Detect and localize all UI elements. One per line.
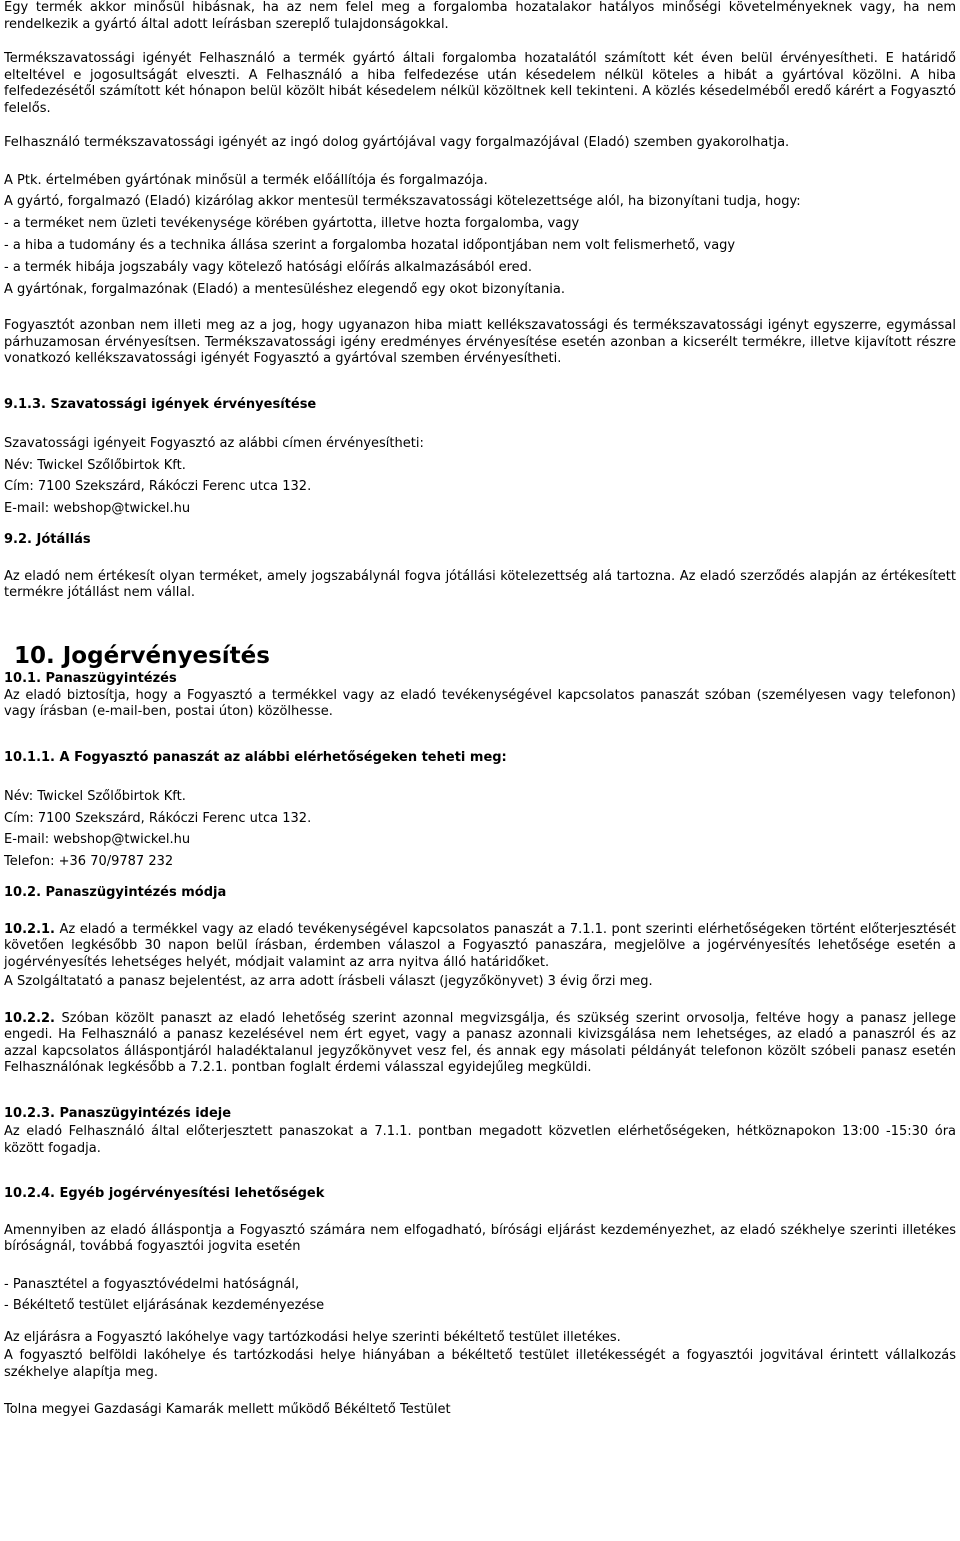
contact-name: Név: Twickel Szőlőbirtok Kft. [4, 789, 186, 804]
section-title-10-2: 10.2. Panaszügyintézés módja [4, 885, 227, 900]
contact-name: Név: Twickel Szőlőbirtok Kft. [4, 457, 186, 473]
exemption-item: - a terméket nem üzleti tevékenysége körében gyártotta, illetve hozta forgalomba, vagy [4, 215, 580, 231]
intro-paragraph-7 [4, 318, 956, 368]
chapter-title-10: 10. Jogérvényesítés [14, 642, 270, 669]
section-title-10-2-4: 10.2.4. Egyéb jogérvényesítési lehetőségek [4, 1186, 325, 1201]
section-title-10-1-1: 10.1.1. A Fogyasztó panaszát az alábbi elérhetőségeken teheti meg: [4, 749, 507, 765]
contact-phone: Telefon: +36 70/9787 232 [4, 853, 174, 869]
section-10-2-4-paragraph-4: Tolna megyei Gazdasági Kamarák mellett működő Békéltető Testület [4, 1402, 451, 1417]
intro-paragraph-2b: A Felhasználó a hiba felfedezése után késedelem nélkül köteles a hibát a gyártóval közölni. A hiba felfedezésétől számított két hónapon belül közölt hibát késedelem nélkül közöltnek kell tekinteni. A közlés késedelméből eredő kárért a Fogyasztó felelős. [4, 67, 956, 116]
exemption-item: - a hiba a tudomány és a technika állása szerint a forgalomba hozatal időpontjában nem volt felismerhető, vagy [4, 237, 736, 253]
section-10-2-3-text: Az eladó Felhasználó által előterjesztett panaszokat a 7.1.1. pontban megadott közvetlen elérhetőségeken, hétköznapokon 13:00 -15:30 óra között fogadja. [4, 1124, 956, 1156]
section-number-10-2-1: 10.2.1. [4, 921, 55, 937]
exemption-item: - a termék hibája jogszabály vagy kötelező hatósági előírás alkalmazásából ered. [4, 259, 533, 275]
section-10-2-2-text [4, 1011, 956, 1077]
intro-paragraph-1: Egy termék akkor minősül hibásnak, ha az nem felel meg a forgalomba hozatalakor hatályos minőségi követelményeknek vagy, ha nem rendelkezik a gyártó által adott leírásban szereplő tulajdonságokkal. [4, 0, 956, 32]
intro-paragraph-6: A gyártónak, forgalmazónak (Eladó) a mentesüléshez elegendő egy okot bizonyítania. [4, 281, 565, 297]
section-10-1-text: Az eladó biztosítja, hogy a Fogyasztó a termékkel vagy az eladó tevékenységével kapcsolatos panaszát szóban (személyesen vagy telefonon) vagy írásban (e-mail-ben, postai úton) közölhesse. [4, 687, 956, 719]
contact-email: E-mail: webshop@twickel.hu [4, 832, 191, 847]
contact-address: Cím: 7100 Szekszárd, Rákóczi Ferenc utca 132. [4, 810, 312, 826]
section-10-2-2-body: Szóban közölt panaszt az eladó lehetőség szerint azonnal megvizsgálja, és szükség szerint orvosolja, feltéve hogy a panasz jellege engedi. Ha Felhasználó a panasz kezelésével nem ért egyet, vagy a panasz azonnali kivizsgálása nem lehetséges, az eladó a panaszról és az azzal kapcsolatos álláspontjáról haladéktalanul jegyzőkönyvet vesz fel, és annak egy másolati példányát telefonon közölt szóbeli panasz esetén Felhasználónak legkésőbb a 7.2.1. pontban foglalt érdemi válasszal egyidejűleg megküldi. [4, 1010, 956, 1075]
contact-email: E-mail: webshop@twickel.hu [4, 500, 191, 516]
section-10-2-1-text [4, 922, 956, 972]
intro-paragraph-2 [4, 51, 956, 117]
section-10-2-4-paragraph-2: Az eljárásra a Fogyasztó lakóhelye vagy tartózkodási helye szerinti békéltető testület illetékes. [4, 1329, 621, 1345]
section-10-2-1-body: Az eladó a termékkel vagy az eladó tevékenységével kapcsolatos panaszát a 7.1.1. pont szerinti elérhetőségeken történt előterjesztését követően legkésőbb 30 napon belül írásban, érdemben válaszol a Fogyasztó panaszára, megjelölve a jogérvényesítés lehetősége esetén a jogérvényesítés lehetséges helyét, módjait valamint az arra nyitva álló határidőket. [4, 921, 956, 970]
intro-paragraph-7a: Fogyasztót azonban nem illeti meg az a jog, hogy ugyanazon hiba miatt kellékszavatossági és termékszavatossági igényt egyszerre, egymással párhuzamosan érvényesítsen. [4, 318, 956, 350]
section-10-2-4-paragraph-3: A fogyasztó belföldi lakóhelye és tartózkodási helye hiányában a békéltető testület illetékességét a fogyasztói jogvitával érintett vállalkozás székhelye alapítja meg. [4, 1348, 956, 1380]
intro-paragraph-4: A Ptk. értelmében gyártónak minősül a termék előállítója és forgalmazója. [4, 172, 488, 188]
intro-paragraph-5: A gyártó, forgalmazó (Eladó) kizárólag akkor mentesül termékszavatossági kötelezettsége alól, ha bizonyítani tudja, hogy: [4, 194, 801, 209]
section-title-10-2-3: 10.2.3. Panaszügyintézés ideje [4, 1105, 232, 1121]
section-title-9-1-3: 9.1.3. Szavatossági igények érvényesítése [4, 396, 317, 412]
section-9-1-3-intro: Szavatossági igényeit Fogyasztó az alábbi címen érvényesítheti: [4, 436, 424, 451]
remedy-item: - Panasztétel a fogyasztóvédelmi hatóságnál, [4, 1276, 300, 1292]
intro-paragraph-2a: Termékszavatossági igényét Felhasználó a termék gyártó általi forgalomba hozatalától számított két éven belül érvényesítheti. E határidő elteltével e jogosultságát elveszti. [4, 51, 956, 83]
section-title-10-1: 10.1. Panaszügyintézés [4, 670, 177, 686]
intro-paragraph-7b: Termékszavatossági igény eredményes érvényesítése esetén azonban a kicserélt termékre, illetve kijavított részre vonatkozó kellékszavatossági igényét Fogyasztó a gyártóval szemben érvényesítheti. [4, 334, 956, 366]
section-10-2-4-text: Amennyiben az eladó álláspontja a Fogyasztó számára nem elfogadható, bírósági eljárást kezdeményezhet, az eladó székhelye szerinti illetékes bíróságnál, továbbá fogyasztói jogvita esetén [4, 1222, 956, 1254]
remedy-item: - Békéltető testület eljárásának kezdeményezése [4, 1298, 325, 1313]
section-10-2-1-note: A Szolgáltatató a panasz bejelentést, az arra adott írásbeli választ (jegyzőkönyvet) 3 évig őrzi meg. [4, 974, 653, 989]
section-9-2-text: Az eladó nem értékesít olyan terméket, amely jogszabálynál fogva jótállási kötelezettség alá tartozna. Az eladó szerződés alapján az értékesített termékre jótállást nem vállal. [4, 568, 956, 600]
contact-address: Cím: 7100 Szekszárd, Rákóczi Ferenc utca 132. [4, 479, 312, 494]
section-number-10-2-2: 10.2.2. [4, 1010, 55, 1026]
intro-paragraph-3: Felhasználó termékszavatossági igényét az ingó dolog gyártójával vagy forgalmazójával (Eladó) szemben gyakorolhatja. [4, 135, 790, 150]
section-title-9-2: 9.2. Jótállás [4, 532, 91, 547]
